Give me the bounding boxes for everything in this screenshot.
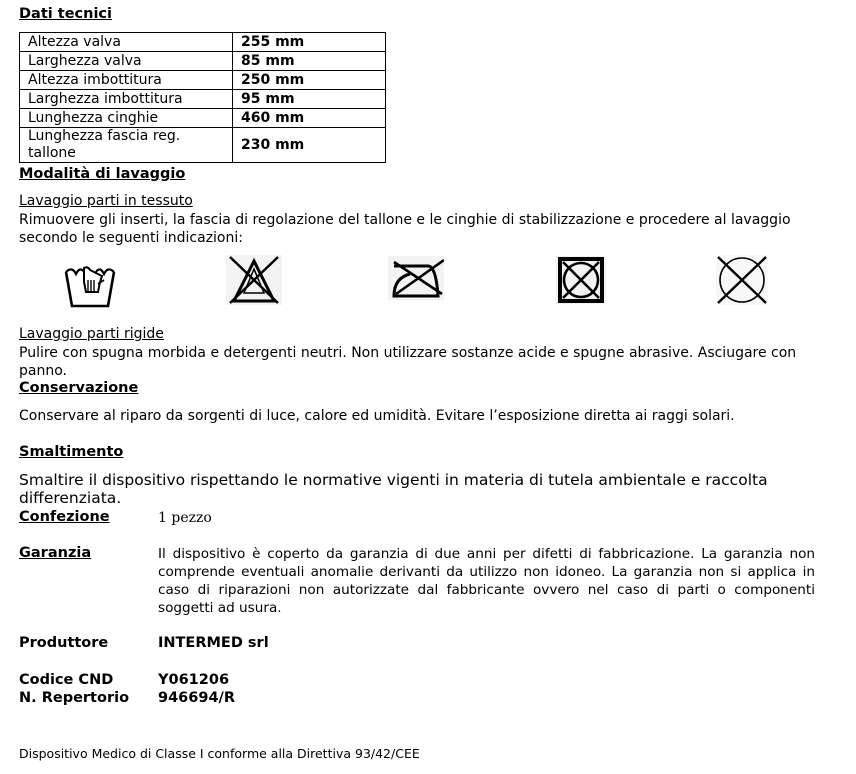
section-title-dati-tecnici: Dati tecnici — [19, 6, 112, 22]
subsection-title-rigide: Lavaggio parti rigide — [19, 326, 164, 342]
section-title-confezione: Confezione — [19, 509, 110, 525]
spec-label: Larghezza imbottitura — [20, 90, 233, 109]
spec-label: Altezza valva — [20, 33, 233, 52]
footer-note: Dispositivo Medico di Classe I conforme alla Direttiva 93/42/CEE — [19, 746, 420, 761]
spec-value: 255 mm — [233, 33, 386, 52]
produttore-label: Produttore — [19, 635, 109, 651]
section-title-smaltimento: Smaltimento — [19, 444, 124, 460]
hand-wash-icon — [62, 262, 118, 308]
smaltimento-text: Smaltire il dispositivo rispettando le normative vigenti in materia di tutela ambientale e raccolta differenziata. — [19, 471, 768, 507]
spec-label: Lunghezza cinghie — [20, 109, 233, 128]
garanzia-text: Il dispositivo è coperto da garanzia di due anni per difetti di fabbricazione. La garanzia non comprende eventuali anomalie derivanti da utilizzo non idoneo. La garanzia non si applica in caso di riparazioni non autorizzate dal fabbricante ovvero nel caso di parti o componenti soggetti ad usura. — [158, 546, 815, 616]
tessuto-text: Rimuovere gli inserti, la fascia di regolazione del tallone e le cinghie di stabilizzazione e procedere al lavaggio secondo le seguenti indicazioni: — [19, 212, 791, 246]
repertorio-label: N. Repertorio — [19, 690, 130, 706]
spec-value: 250 mm — [233, 71, 386, 90]
do-not-tumble-dry-icon — [556, 256, 606, 304]
section-title-lavaggio: Modalità di lavaggio — [19, 166, 186, 182]
section-title-conservazione: Conservazione — [19, 380, 139, 396]
do-not-iron-icon — [388, 256, 444, 300]
spec-table — [19, 32, 386, 163]
spec-label: Altezza imbottitura — [20, 71, 233, 90]
do-not-bleach-icon — [226, 255, 282, 305]
table-row — [20, 90, 386, 109]
do-not-dry-clean-icon — [716, 255, 768, 305]
confezione-value: 1 pezzo — [158, 510, 212, 526]
codice-cnd-value: Y061206 — [158, 672, 230, 688]
rigide-text: Pulire con spugna morbida e detergenti neutri. Non utilizzare sostanze acide e spugne abrasive. Asciugare con panno. — [19, 345, 797, 379]
table-row — [20, 71, 386, 90]
table-row — [20, 52, 386, 71]
spec-label: Larghezza valva — [20, 52, 233, 71]
table-row — [20, 33, 386, 52]
spec-value: 230 mm — [233, 128, 386, 163]
spec-label: Lunghezza fascia reg. tallone — [20, 128, 233, 163]
spec-value: 460 mm — [233, 109, 386, 128]
repertorio-value: 946694/R — [158, 690, 235, 706]
produttore-value: INTERMED srl — [158, 635, 269, 651]
table-row — [20, 109, 386, 128]
conservazione-text: Conservare al riparo da sorgenti di luce, calore ed umidità. Evitare l’esposizione diretta ai raggi solari. — [19, 408, 735, 424]
codice-cnd-label: Codice CND — [19, 672, 114, 688]
spec-value: 95 mm — [233, 90, 386, 109]
table-row — [20, 128, 386, 163]
subsection-title-tessuto: Lavaggio parti in tessuto — [19, 193, 193, 209]
section-title-garanzia: Garanzia — [19, 545, 92, 561]
spec-value: 85 mm — [233, 52, 386, 71]
